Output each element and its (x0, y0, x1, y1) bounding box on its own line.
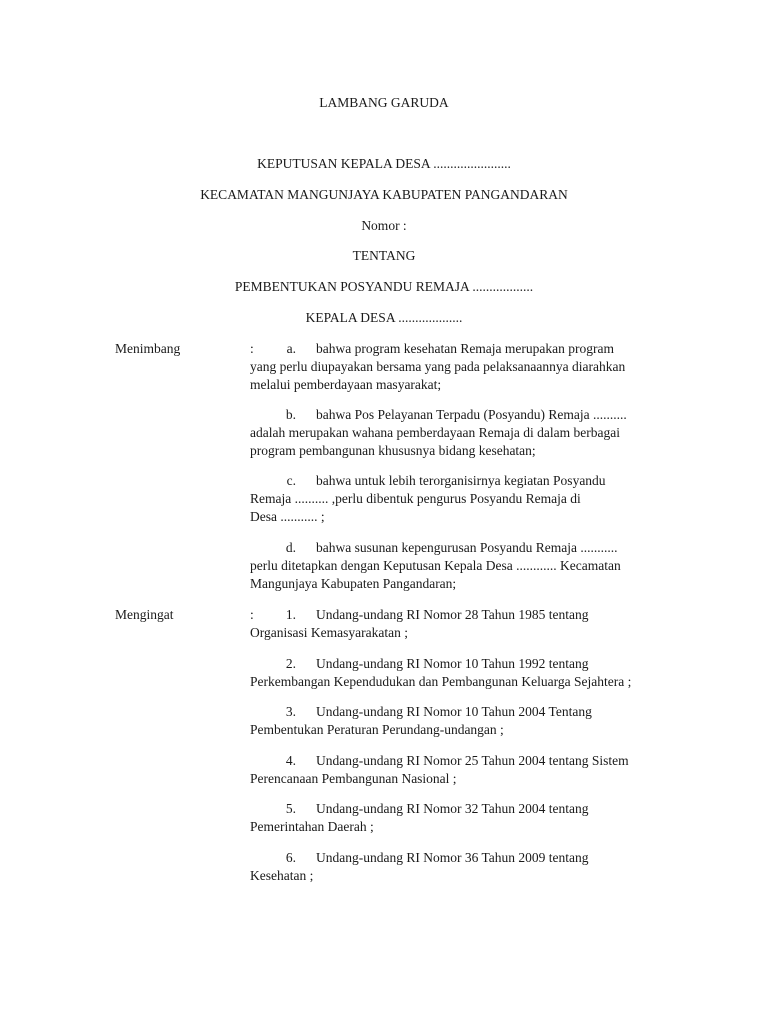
decree-number: Nomor : (361, 218, 407, 233)
item-line: Undang-undang RI Nomor 28 Tahun 1985 tentang (316, 607, 589, 622)
item-line: Undang-undang RI Nomor 36 Tahun 2009 tentang (316, 850, 589, 865)
mengingat-item-1 (250, 606, 690, 642)
mengingat-item-3 (250, 703, 690, 739)
item-marker: 2. (285, 656, 296, 671)
item-line: Undang-undang RI Nomor 10 Tahun 1992 tentang (316, 656, 589, 671)
decree-subject: PEMBENTUKAN POSYANDU REMAJA .................. (234, 279, 534, 294)
item-line: adalah merupakan wahana pemberdayaan Remaja di dalam berbagai (250, 425, 620, 440)
decree-region: KECAMATAN MANGUNJAYA KABUPATEN PANGANDARAN (200, 187, 568, 202)
item-marker: a. (286, 341, 296, 356)
mengingat-item-4 (250, 752, 690, 788)
item-line: melalui pemberdayaan masyarakat; (250, 377, 442, 392)
mengingat-colon: : (250, 607, 254, 622)
item-line: Pemerintahan Daerah ; (250, 819, 374, 834)
item-line: Kesehatan ; (250, 868, 314, 883)
item-marker: 6. (285, 850, 296, 865)
mengingat-item-5 (250, 800, 690, 836)
item-line: Pembentukan Peraturan Perundang-undangan ; (250, 722, 504, 737)
item-line: Undang-undang RI Nomor 10 Tahun 2004 Tentang (316, 704, 592, 719)
mengingat-item-6 (250, 849, 690, 885)
item-line: yang perlu diupayakan bersama yang pada pelaksanaannya diarahkan (250, 359, 626, 374)
tentang-heading: TENTANG (352, 248, 416, 263)
item-line: bahwa Pos Pelayanan Terpadu (Posyandu) Remaja .......... (316, 407, 627, 422)
item-line: Undang-undang RI Nomor 25 Tahun 2004 tentang Sistem (316, 753, 629, 768)
menimbang-item-b (250, 406, 690, 460)
menimbang-item-a (250, 340, 690, 394)
item-line: Remaja .......... ,perlu dibentuk pengurus Posyandu Remaja di (250, 491, 581, 506)
menimbang-colon: : (250, 341, 254, 356)
item-marker: 4. (285, 753, 296, 768)
item-line: program pembangunan khususnya bidang kesehatan; (250, 443, 536, 458)
item-line: Perkembangan Kependudukan dan Pembangunan Keluarga Sejahtera ; (250, 674, 632, 689)
item-line: perlu ditetapkan dengan Keputusan Kepala Desa ............ Kecamatan (250, 558, 621, 573)
item-line: bahwa untuk lebih terorganisirnya kegiatan Posyandu (316, 473, 606, 488)
item-marker: 3. (285, 704, 296, 719)
emblem-placeholder: LAMBANG GARUDA (319, 95, 449, 110)
mengingat-item-2 (250, 655, 690, 691)
menimbang-item-c (250, 472, 690, 526)
item-marker: 5. (285, 801, 296, 816)
issuing-authority: KEPALA DESA ................... (305, 310, 463, 325)
item-line: Undang-undang RI Nomor 32 Tahun 2004 tentang (316, 801, 589, 816)
item-line: Desa ........... ; (250, 509, 325, 524)
menimbang-item-d (250, 539, 690, 593)
item-marker: d. (285, 540, 296, 555)
item-line: Organisasi Kemasyarakatan ; (250, 625, 408, 640)
item-marker: 1. (285, 607, 296, 622)
item-line: bahwa susunan kepengurusan Posyandu Remaja ........... (316, 540, 618, 555)
item-marker: c. (286, 473, 296, 488)
item-line: Perencanaan Pembangunan Nasional ; (250, 771, 457, 786)
mengingat-label: Mengingat (115, 607, 174, 622)
menimbang-label: Menimbang (115, 341, 181, 356)
item-line: bahwa program kesehatan Remaja merupakan program (316, 341, 615, 356)
item-line: Mangunjaya Kabupaten Pangandaran; (250, 576, 457, 591)
decree-title: KEPUTUSAN KEPALA DESA ....................... (257, 156, 511, 171)
item-marker: b. (285, 407, 296, 422)
